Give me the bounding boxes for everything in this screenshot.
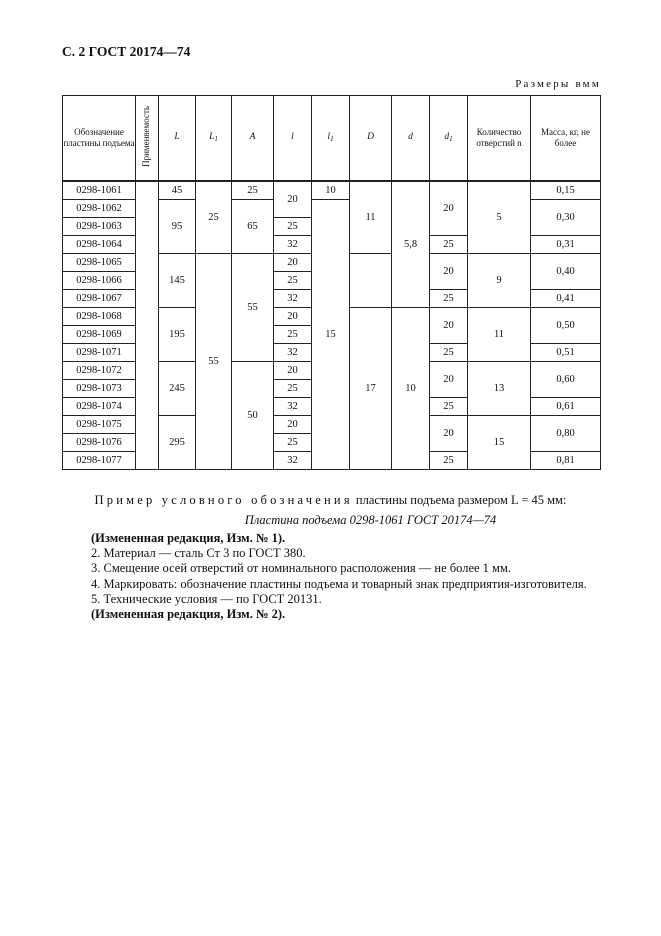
d1-cell: 20 — [430, 416, 468, 452]
mass-cell: 0,80 — [531, 416, 601, 452]
header-hole-count: Количество отверстий n — [468, 96, 531, 181]
mass-cell: 0,60 — [531, 362, 601, 398]
example-prefix: Пример условного обозначения — [94, 493, 353, 507]
l1-cell: 10 — [312, 182, 350, 200]
d1-cell: 25 — [430, 398, 468, 416]
hole-count-cell: 5 — [468, 182, 531, 254]
d1-cell: 20 — [430, 182, 468, 236]
mass-cell: 0,15 — [531, 182, 601, 200]
designation-cell: 0298-1069 — [63, 326, 136, 344]
header-l: l — [274, 96, 312, 181]
d-cell: 10 — [392, 308, 430, 470]
hole-count-cell: 13 — [468, 362, 531, 416]
designation-cell: 0298-1072 — [63, 362, 136, 380]
l-cell: 20 — [274, 182, 312, 218]
header-L1: $L_1$ — [196, 96, 232, 181]
designation-cell: 0298-1066 — [63, 272, 136, 290]
A-cell: 55 — [232, 254, 274, 362]
d-cell: 5,8 — [392, 182, 430, 308]
note-marking: 4. Маркировать: обозначение пластины подъема и товарный знак предприятия-изготовителя. — [91, 576, 587, 591]
hole-count-cell: 11 — [468, 308, 531, 362]
d1-cell: 20 — [430, 308, 468, 344]
note-offset: 3. Смещение осей отверстий от номинального расположения — не более 1 мм. — [91, 561, 512, 576]
L1-cell: 55 — [196, 254, 232, 470]
applicability-cell — [136, 182, 159, 470]
A-cell: 65 — [232, 200, 274, 254]
note-specs: 5. Технические условия — по ГОСТ 20131. — [91, 591, 322, 606]
designation-cell: 0298-1074 — [63, 398, 136, 416]
designation-cell: 0298-1063 — [63, 218, 136, 236]
L-cell: 195 — [159, 308, 196, 362]
d1-cell: 20 — [430, 254, 468, 290]
designation-cell: 0298-1067 — [63, 290, 136, 308]
l-cell: 32 — [274, 452, 312, 470]
L-cell: 295 — [159, 416, 196, 470]
L-cell: 245 — [159, 362, 196, 416]
designation-cell: 0298-1077 — [63, 452, 136, 470]
mass-cell: 0,81 — [531, 452, 601, 470]
l-cell: 32 — [274, 236, 312, 254]
l-cell: 25 — [274, 272, 312, 290]
page-header: С. 2 ГОСТ 20174—74 — [62, 44, 191, 59]
D-cell — [350, 254, 392, 308]
A-cell: 25 — [232, 182, 274, 200]
header-A: A — [232, 96, 274, 181]
l-cell: 20 — [274, 416, 312, 434]
designation-cell: 0298-1073 — [63, 380, 136, 398]
header-D: D — [350, 96, 392, 181]
l-cell: 20 — [274, 254, 312, 272]
l-cell: 20 — [274, 308, 312, 326]
header-L: L — [159, 96, 196, 181]
header-d1: $d_1$ — [430, 96, 468, 181]
l-cell: 20 — [274, 362, 312, 380]
header-applicability: Применяемость — [136, 96, 159, 181]
mass-cell: 0,41 — [531, 290, 601, 308]
l-cell: 25 — [274, 380, 312, 398]
notes-block — [91, 531, 631, 622]
mass-cell: 0,61 — [531, 398, 601, 416]
designation-cell: 0298-1071 — [63, 344, 136, 362]
designation-cell: 0298-1068 — [63, 308, 136, 326]
L-cell: 95 — [159, 200, 196, 254]
d1-cell: 25 — [430, 290, 468, 308]
L-cell: 45 — [159, 182, 196, 200]
mass-cell: 0,30 — [531, 200, 601, 236]
example-line — [0, 493, 661, 508]
l-cell: 32 — [274, 398, 312, 416]
designation-example — [0, 493, 661, 528]
hole-count-cell: 15 — [468, 416, 531, 470]
L-cell: 145 — [159, 254, 196, 308]
d1-cell: 25 — [430, 344, 468, 362]
l-cell: 25 — [274, 218, 312, 236]
example-text: пластины подъема размером L = 45 мм: — [355, 493, 567, 507]
l-cell: 32 — [274, 290, 312, 308]
dimensions-table — [62, 95, 601, 470]
designation-cell: 0298-1062 — [63, 200, 136, 218]
amendment-note-2: (Измененная редакция, Изм. № 2). — [91, 607, 286, 622]
example-designation: Пластина подъема 0298-1061 ГОСТ 20174—74 — [244, 513, 497, 527]
table-row — [63, 182, 601, 200]
l-cell: 32 — [274, 344, 312, 362]
designation-cell: 0298-1075 — [63, 416, 136, 434]
designation-cell: 0298-1064 — [63, 236, 136, 254]
note-material: 2. Материал — сталь Ст 3 по ГОСТ 380. — [91, 546, 306, 561]
header-d: d — [392, 96, 430, 181]
mass-cell: 0,51 — [531, 344, 601, 362]
designation-cell: 0298-1076 — [63, 434, 136, 452]
A-cell: 50 — [232, 362, 274, 470]
d1-cell: 25 — [430, 452, 468, 470]
designation-cell: 0298-1061 — [63, 182, 136, 200]
l-cell: 25 — [274, 434, 312, 452]
l1-cell: 15 — [312, 200, 350, 470]
L1-cell: 25 — [196, 182, 232, 254]
header-l1: $l_1$ — [312, 96, 350, 181]
mass-cell: 0,31 — [531, 236, 601, 254]
header-mass: Масса, кг, не более — [531, 96, 601, 181]
mass-cell: 0,50 — [531, 308, 601, 344]
amendment-note-1: (Измененная редакция, Изм. № 1). — [91, 531, 286, 545]
l-cell: 25 — [274, 326, 312, 344]
d1-cell: 25 — [430, 236, 468, 254]
header-designation: Обозначение пластины подъема — [63, 96, 136, 181]
d1-cell: 20 — [430, 362, 468, 398]
designation-cell: 0298-1065 — [63, 254, 136, 272]
hole-count-cell: 9 — [468, 254, 531, 308]
D-cell: 17 — [350, 308, 392, 470]
units-note: Размеры вмм — [515, 78, 601, 90]
mass-cell: 0,40 — [531, 254, 601, 290]
D-cell: 11 — [350, 182, 392, 254]
